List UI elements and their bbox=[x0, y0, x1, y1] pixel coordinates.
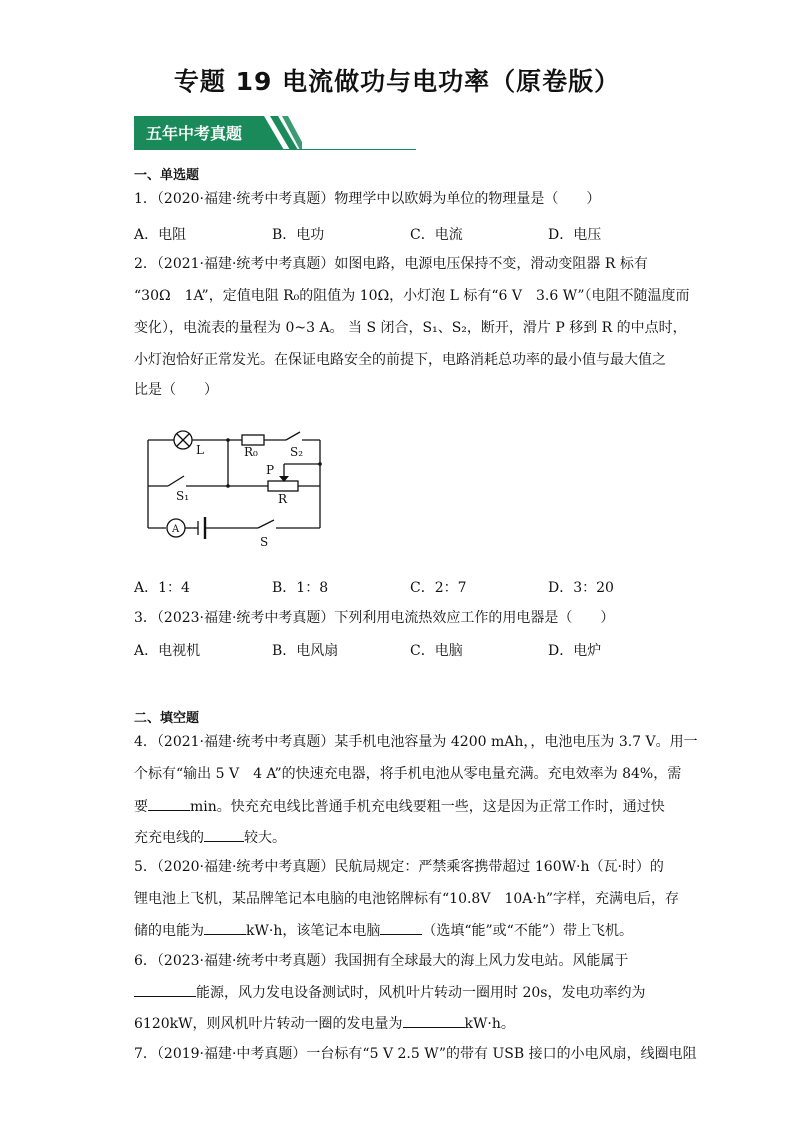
q6-blank-2[interactable] bbox=[403, 1013, 465, 1028]
q4-line-1: 4．（2021·福建·统考中考真题）某手机电池容量为 4200 mAh，，电池电压为 3.7 V。用一 bbox=[134, 734, 698, 750]
q6-line-2-b: 能源，风力发电设备测试时，风机叶片转动一圈用时 20s，发电功率约为 bbox=[196, 985, 646, 1001]
q2-line-2: “30Ω 1A”，定值电阻 R₀的阻值为 10Ω，小灯泡 L 标有“6 V 3.6 W”（电阻不随温度而 bbox=[134, 288, 690, 304]
q5-blank-2[interactable] bbox=[380, 920, 422, 935]
label-r: R bbox=[278, 492, 288, 506]
q5-line-2: 锂电池上飞机，某品牌笔记本电脑的电池铭牌标有“10.8V 10A·h”字样，充满电后，存 bbox=[134, 891, 679, 907]
banner-underline bbox=[134, 149, 416, 150]
q1-option-b: B．电功 bbox=[272, 227, 325, 243]
q2-option-d: D．3：20 bbox=[548, 580, 614, 596]
q4-line-4 bbox=[134, 827, 286, 848]
q3-stem: 3．（2023·福建·统考中考真题）下列利用电流热效应工作的用电器是（ ） bbox=[134, 610, 615, 626]
q6-blank-1[interactable] bbox=[134, 982, 196, 997]
q1-stem: 1．（2020·福建·统考中考真题）物理学中以欧姆为单位的物理量是（ ） bbox=[134, 191, 601, 207]
page-title: 专题 19 电流做功与电功率（原卷版） bbox=[173, 67, 621, 96]
q2-option-b: B．1：8 bbox=[272, 580, 329, 596]
q4-line-3-a: 要 bbox=[134, 799, 148, 815]
q5-line-1: 5．（2020·福建·统考中考真题）民航局规定：严禁乘客携带超过 160W·h（瓦·时）的 bbox=[134, 859, 664, 875]
q7-line-1: 7．（2019·福建·中考真题）一台标有“5 V 2.5 W”的带有 USB 接口的小电风扇，线圈电阻 bbox=[134, 1046, 697, 1062]
q5-line-3-c: （选填“能”或“不能”）带上飞机。 bbox=[422, 923, 633, 939]
q3-option-a: A．电视机 bbox=[134, 643, 201, 659]
banner-label: 五年中考真题 bbox=[146, 124, 243, 143]
q6-line-1: 6．（2023·福建·统考中考真题）我国拥有全球最大的海上风力发电站。风能属于 bbox=[134, 953, 629, 969]
q1-option-a: A．电阻 bbox=[134, 227, 187, 243]
q3-option-c: C．电脑 bbox=[410, 643, 463, 659]
q6-line-2 bbox=[134, 982, 645, 1003]
q6-line-3 bbox=[134, 1013, 515, 1034]
label-ammeter: A bbox=[172, 524, 180, 535]
q4-line-4-a: 充充电线的 bbox=[134, 830, 204, 846]
q2-line-1: 2．（2021·福建·统考中考真题）如图电路，电源电压保持不变，滑动变阻器 R 标有 bbox=[134, 256, 648, 272]
q5-line-3 bbox=[134, 920, 633, 941]
label-lamp: L bbox=[196, 443, 204, 457]
q4-line-2: 个标有“输出 5 V 4 A”的快速充电器，将手机电池从零电量充满。充电效率为 84%，需 bbox=[134, 766, 682, 782]
label-r0: R₀ bbox=[244, 445, 258, 459]
q4-blank-2[interactable] bbox=[204, 827, 244, 842]
q2-option-c: C．2：7 bbox=[410, 580, 467, 596]
q4-line-3 bbox=[134, 796, 665, 817]
q5-line-3-a: 储的电能为 bbox=[134, 923, 204, 939]
q4-line-3-b: min。快充充电线比普通手机充电线要粗一些，这是因为正常工作时，通过快 bbox=[190, 799, 665, 815]
section-banner bbox=[134, 116, 302, 150]
label-s1: S₁ bbox=[176, 489, 190, 503]
q4-blank-1[interactable] bbox=[148, 796, 190, 811]
q5-blank-1[interactable] bbox=[204, 920, 246, 935]
circuit-diagram bbox=[138, 420, 338, 550]
q1-option-c: C．电流 bbox=[410, 227, 463, 243]
q1-option-d: D．电压 bbox=[548, 227, 602, 243]
q6-line-3-b: kW·h。 bbox=[464, 1016, 515, 1032]
label-s2: S₂ bbox=[290, 445, 304, 459]
label-p: P bbox=[266, 463, 275, 477]
q2-line-5: 比是（ ） bbox=[134, 382, 218, 398]
q6-line-3-a: 6120kW，则风机叶片转动一圈的发电量为 bbox=[134, 1016, 403, 1032]
section-single-choice: 一、单选题 bbox=[134, 168, 200, 183]
q3-option-d: D．电炉 bbox=[548, 643, 602, 659]
q2-option-a: A．1：4 bbox=[134, 580, 190, 596]
q5-line-3-b: kW·h，该笔记本电脑 bbox=[246, 923, 381, 939]
q3-option-b: B．电风扇 bbox=[272, 643, 339, 659]
label-s: S bbox=[260, 535, 269, 549]
q2-line-4: 小灯泡恰好正常发光。在保证电路安全的前提下，电路消耗总功率的最小值与最大值之 bbox=[134, 352, 666, 368]
q2-line-3: 变化），电流表的量程为 0~3 A。 当 S 闭合，S₁、S₂，断开，滑片 P 移到 R 的中点时， bbox=[134, 320, 687, 336]
q4-line-4-b: 较大。 bbox=[244, 830, 286, 846]
section-fill-blank: 二、填空题 bbox=[134, 711, 200, 726]
